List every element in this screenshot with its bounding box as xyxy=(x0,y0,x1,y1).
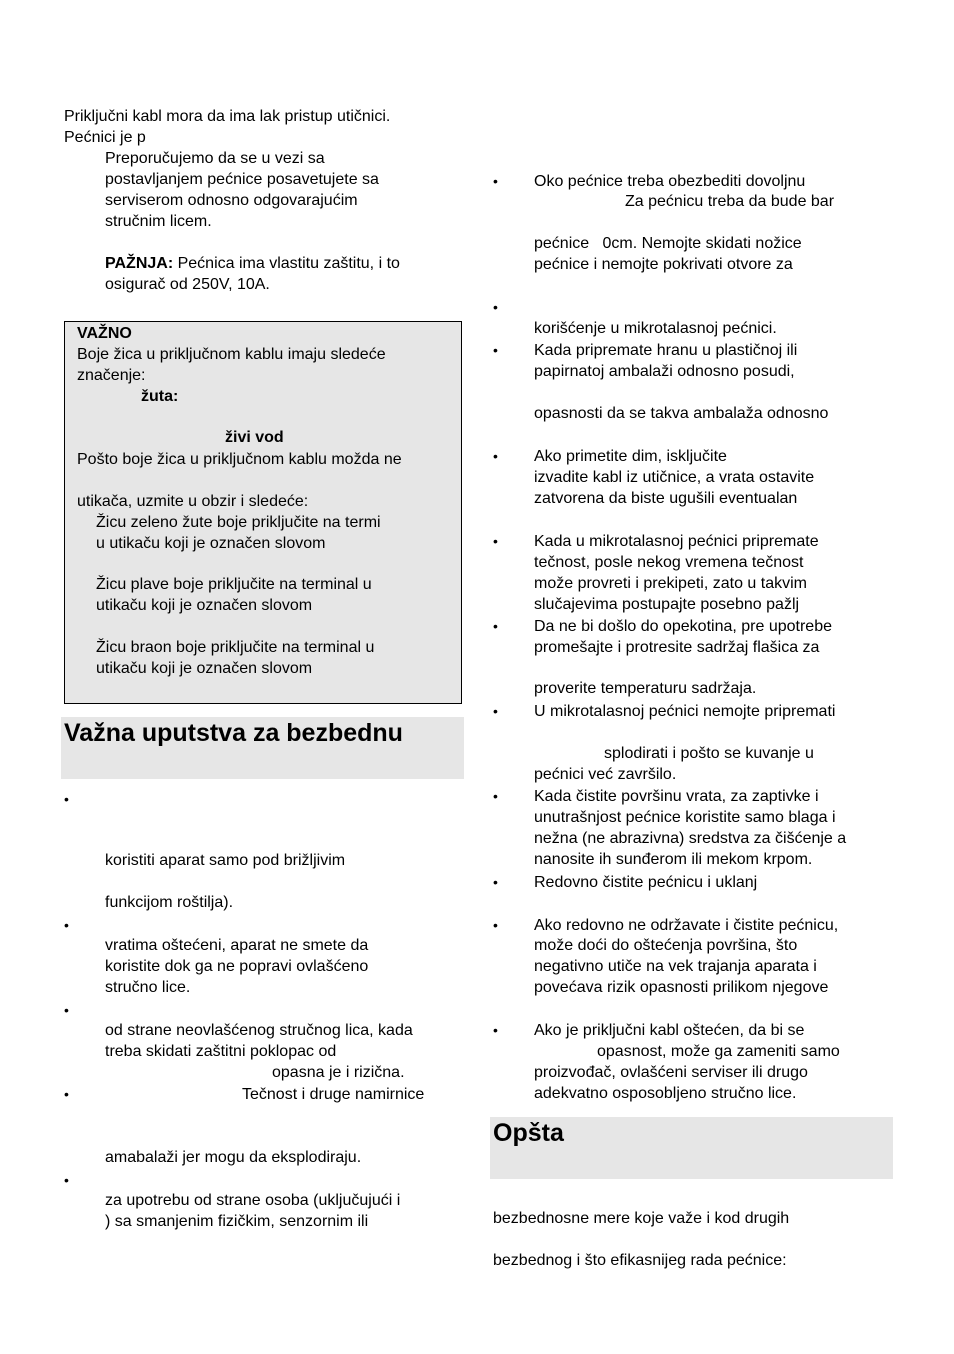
right-text: nanosite ih sunđerom ili mekom krpom. xyxy=(534,851,813,868)
section-heading: Opšta xyxy=(493,1119,564,1147)
bullet-icon: • xyxy=(64,917,69,933)
bullet-text: koristiti aparat samo pod brižljivim xyxy=(105,852,346,869)
wire-color-yellow: žuta: xyxy=(141,388,179,405)
right-text: nežna (ne abrazivna) sredstva za čišćenje a xyxy=(534,830,847,847)
important-line: značenje: xyxy=(77,367,146,384)
intro-line-2: Pećnici je p xyxy=(64,129,146,146)
warning-text-1: Pećnica ima vlastitu zaštitu, i to xyxy=(173,255,400,272)
right-text: Redovno čistite pećnicu i uklanj xyxy=(534,874,758,891)
bullet-text: od strane neovlašćenog stručnog lica, kada xyxy=(105,1022,413,1039)
bullet-icon: • xyxy=(64,1086,69,1102)
important-line: Boje žica u priključnom kablu imaju sledeće xyxy=(77,346,386,363)
right-text: proizvođač, ovlašćeni serviser ili drugo xyxy=(534,1064,808,1081)
bullet-icon: • xyxy=(493,703,498,719)
intro-line-1: Priključni kabl mora da ima lak pristup utičnici. xyxy=(64,108,391,125)
right-text: Ako redovno ne održavate i čistite pećnicu, xyxy=(534,917,839,934)
bullet-icon: • xyxy=(493,299,498,315)
recommend-line-1: Preporučujemo da se u vezi sa xyxy=(105,150,325,167)
right-text: papirnatoj ambalaži odnosno posudi, xyxy=(534,363,795,380)
warning-label: PAŽNJA: xyxy=(105,255,174,272)
right-text: unutrašnjost pećnice koristite samo blaga i xyxy=(534,809,836,826)
important-line: utikaču koji je označen slovom xyxy=(96,660,313,677)
important-line: Žicu zeleno žute boje priključite na termi xyxy=(96,514,381,531)
important-line: Žicu plave boje priključite na terminal u xyxy=(96,576,372,593)
important-line: Pošto boje žica u priključnom kablu možda ne xyxy=(77,451,402,468)
important-box-title: VAŽNO xyxy=(77,325,132,342)
right-text: Ako primetite dim, isključite xyxy=(534,448,727,465)
right-text: adekvatno osposobljeno stručno lice. xyxy=(534,1085,797,1102)
bullet-icon: • xyxy=(493,1022,498,1038)
bullet-text: treba skidati zaštitni poklopac od xyxy=(105,1043,337,1060)
right-text: Kada čistite površinu vrata, za zaptivke i xyxy=(534,788,819,805)
bullet-text: vratima oštećeni, aparat ne smete da xyxy=(105,937,369,954)
bullet-icon: • xyxy=(493,618,498,634)
bullet-icon: • xyxy=(493,874,498,890)
bullet-text: stručno lice. xyxy=(105,979,191,996)
bullet-text: opasna je i rizična. xyxy=(272,1064,405,1081)
bullet-icon: • xyxy=(64,1002,69,1018)
right-text: Kada pripremate hranu u plastičnoj ili xyxy=(534,342,798,359)
right-text: Oko pećnice treba obezbediti dovoljnu xyxy=(534,173,806,190)
bullet-icon: • xyxy=(493,917,498,933)
bullet-icon: • xyxy=(493,533,498,549)
right-text: korišćenje u mikrotalasnoj pećnici. xyxy=(534,320,777,337)
right-text: U mikrotalasnoj pećnici nemojte pripremati xyxy=(534,703,836,720)
right-text: Za pećnicu treba da bude bar xyxy=(625,193,835,210)
right-text: može doći do oštećenja površina, što xyxy=(534,937,798,954)
right-text: opasnost, može ga zameniti samo xyxy=(597,1043,840,1060)
closing-line-2: bezbednog i što efikasnijeg rada pećnice: xyxy=(493,1252,787,1269)
bullet-icon: • xyxy=(493,173,498,189)
right-text: pećnice i nemojte pokrivati otvore za xyxy=(534,256,793,273)
bullet-icon: • xyxy=(493,448,498,464)
right-text: može provreti i prekipeti, zato u takvim xyxy=(534,575,807,592)
bullet-icon: • xyxy=(493,342,498,358)
warning-text-2: osigurač od 250V, 10A. xyxy=(105,276,270,293)
bullet-text: funkcijom roštilja). xyxy=(105,894,234,911)
section-heading: Važna uputstva za bezbednu xyxy=(64,719,403,747)
right-text: zatvorena da biste ugušili eventualan xyxy=(534,490,798,507)
right-text: tečnost, posle nekog vremena tečnost xyxy=(534,554,804,571)
right-text: opasnosti da se takva ambalaža odnosno xyxy=(534,405,829,422)
bullet-icon: • xyxy=(493,788,498,804)
right-text: Ako je priključni kabl oštećen, da bi se xyxy=(534,1022,805,1039)
wire-live: živi vod xyxy=(225,429,284,446)
right-text: pećnici već završilo. xyxy=(534,766,677,783)
right-text: pećnice 0cm. Nemojte skidati nožice xyxy=(534,235,802,252)
right-text: negativno utiče na vek trajanja aparata i xyxy=(534,958,817,975)
bullet-text: ) sa smanjenim fizičkim, senzornim ili xyxy=(105,1213,369,1230)
important-line: Žicu braon boje priključite na terminal u xyxy=(96,639,375,656)
right-text: splodirati i pošto se kuvanje u xyxy=(604,745,814,762)
right-text: izvadite kabl iz utičnice, a vrata ostavite xyxy=(534,469,815,486)
right-text: povećava rizik opasnosti prilikom njegove xyxy=(534,979,829,996)
closing-line-1: bezbednosne mere koje važe i kod drugih xyxy=(493,1210,790,1227)
right-text: proverite temperaturu sadržaja. xyxy=(534,680,757,697)
bullet-text: amabalaži jer mogu da eksplodiraju. xyxy=(105,1149,362,1166)
bullet-text: Tečnost i druge namirnice xyxy=(242,1086,425,1103)
bullet-text: za upotrebu od strane osoba (uključujući i xyxy=(105,1192,401,1209)
right-text: slučajevima postupajte posebno pažlj xyxy=(534,596,800,613)
important-line: utikaču koji je označen slovom xyxy=(96,597,313,614)
right-text: Da ne bi došlo do opekotina, pre upotrebe xyxy=(534,618,832,635)
important-line: u utikaču koji je označen slovom xyxy=(96,535,326,552)
important-line: utikača, uzmite u obzir i sledeće: xyxy=(77,493,309,510)
recommend-line-2: postavljanjem pećnice posavetujete sa xyxy=(105,171,379,188)
right-text: Kada u mikrotalasnoj pećnici pripremate xyxy=(534,533,819,550)
bullet-icon: • xyxy=(64,791,69,807)
bullet-text: koristite dok ga ne popravi ovlašćeno xyxy=(105,958,369,975)
recommend-line-3: serviserom odnosno odgovarajućim xyxy=(105,192,358,209)
recommend-line-4: stručnim licem. xyxy=(105,213,212,230)
warning-paragraph xyxy=(105,253,400,274)
bullet-icon: • xyxy=(64,1172,69,1188)
right-text: promešajte i protresite sadržaj flašica za xyxy=(534,639,820,656)
